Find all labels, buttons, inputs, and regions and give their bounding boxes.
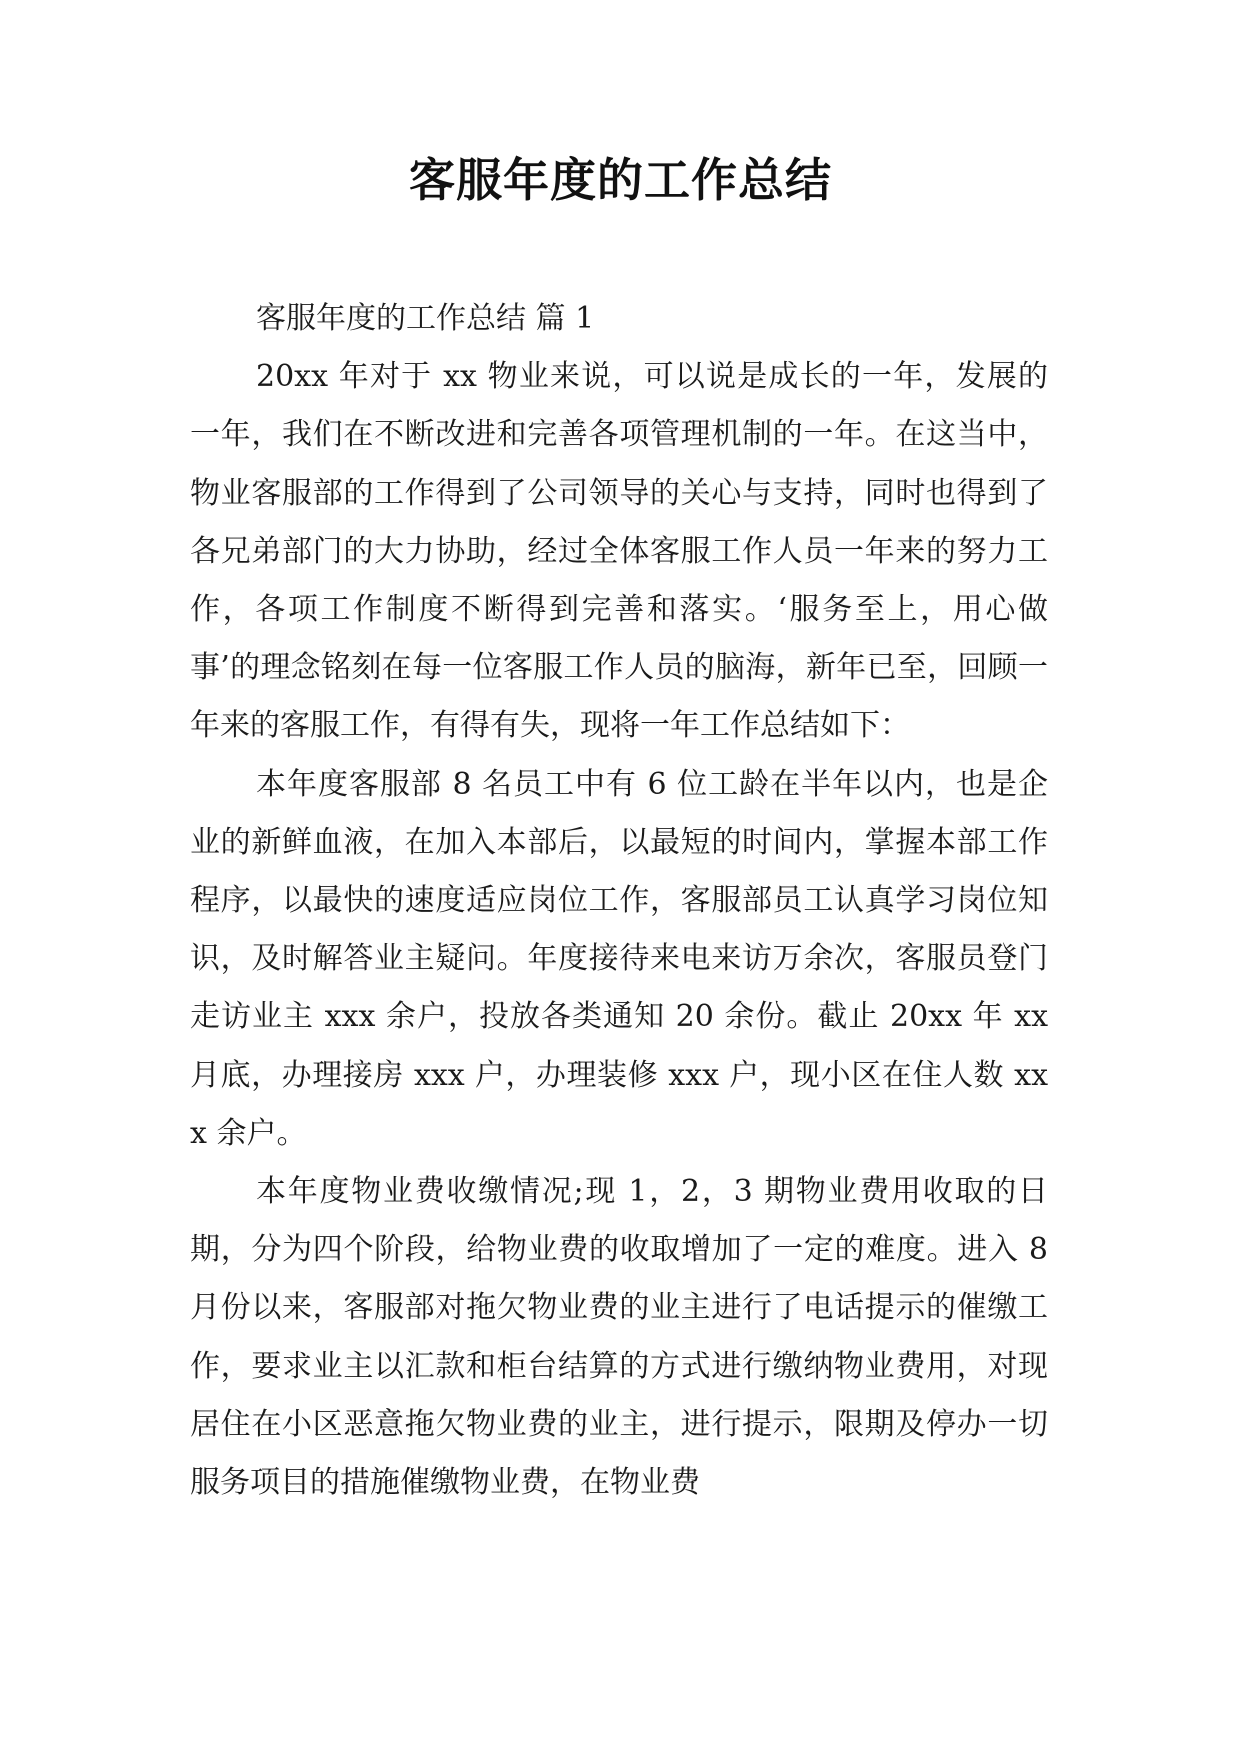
section-heading: 客服年度的工作总结 篇 1 bbox=[256, 301, 595, 336]
document-body bbox=[190, 290, 1048, 1512]
document-title: 客服年度的工作总结 bbox=[409, 153, 832, 207]
paragraph-2: 本年度客服部 8 名员工中有 6 位工龄在半年以内，也是企业的新鲜血液，在加入本部后，以最短的时间内，掌握本部工作程序，以最快的速度适应岗位工作，客服部员工认真学习岗位知识，及时解答业主疑问。年度接待来电来访万余次，客服员登门走访业主 xxx 余户，投放各类通知 20 余份。截止 20xx 年 xx 月底，办理接房 xxx 户，办理装修 xxx 户，现小区在住人数 xxx 余户。 bbox=[190, 766, 1048, 1151]
paragraph-1: 20xx 年对于 xx 物业来说，可以说是成长的一年，发展的一年，我们在不断改进和完善各项管理机制的一年。在这当中，物业客服部的工作得到了公司领导的关心与支持，同时也得到了各兄弟部门的大力协助，经过全体客服工作人员一年来的努力工作，各项工作制度不断得到完善和落实。‘服务至上，用心做事’的理念铭刻在每一位客服工作人员的脑海，新年已至，回顾一年来的客服工作，有得有失，现将一年工作总结如下： bbox=[190, 359, 1048, 744]
paragraph-3: 本年度物业费收缴情况;现 1，2，3 期物业费用收取的日期，分为四个阶段，给物业费的收取增加了一定的难度。进入 8 月份以来，客服部对拖欠物业费的业主进行了电话提示的催缴工作，要求业主以汇款和柜台结算的方式进行缴纳物业费用，对现居住在小区恶意拖欠物业费的业主，进行提示，限期及停办一切服务项目的措施催缴物业费，在物业费 bbox=[190, 1174, 1048, 1501]
